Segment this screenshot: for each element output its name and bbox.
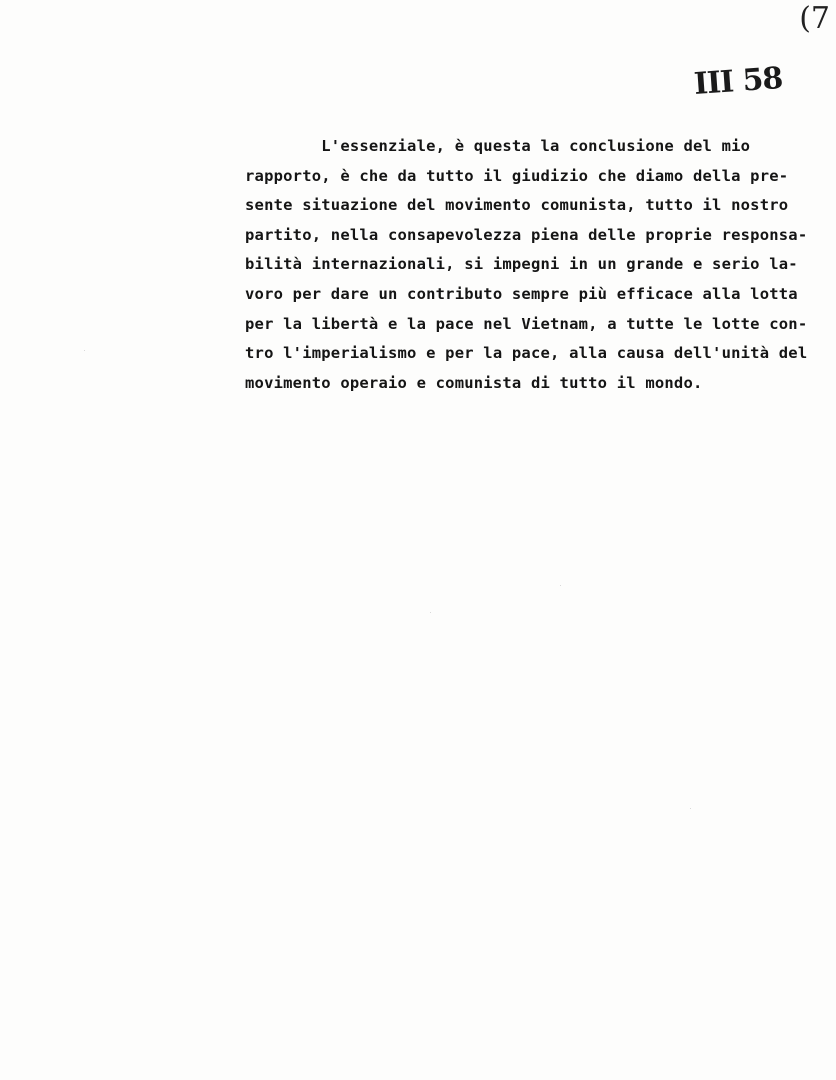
typewritten-paragraph [245,132,825,398]
text-line: rapporto, è che da tutto il giudizio che diamo della pre- [245,166,789,185]
paper-speck [690,808,691,809]
text-line: movimento operaio e comunista di tutto il mondo. [245,373,703,392]
handwritten-archive-number: III 58 [692,60,784,103]
handwritten-corner-mark: (7 [799,1,830,36]
text-line: sente situazione del movimento comunista, tutto il nostro [245,196,789,215]
text-line: per la libertà e la pace nel Vietnam, a tutte le lotte con- [245,314,808,333]
paper-speck [430,612,431,613]
paper-speck [560,585,561,586]
text-line: bilità internazionali, si impegni in un grande e serio la- [245,255,798,274]
text-line: voro per dare un contributo sempre più efficace alla lotta [245,284,798,303]
text-line: partito, nella consapevolezza piena delle proprie responsa- [245,225,808,244]
text-line: tro l'imperialismo e per la pace, alla causa dell'unità del [245,344,808,363]
text-line: L'essenziale, è questa la conclusione del mio [245,137,751,155]
paper-speck [84,350,85,351]
